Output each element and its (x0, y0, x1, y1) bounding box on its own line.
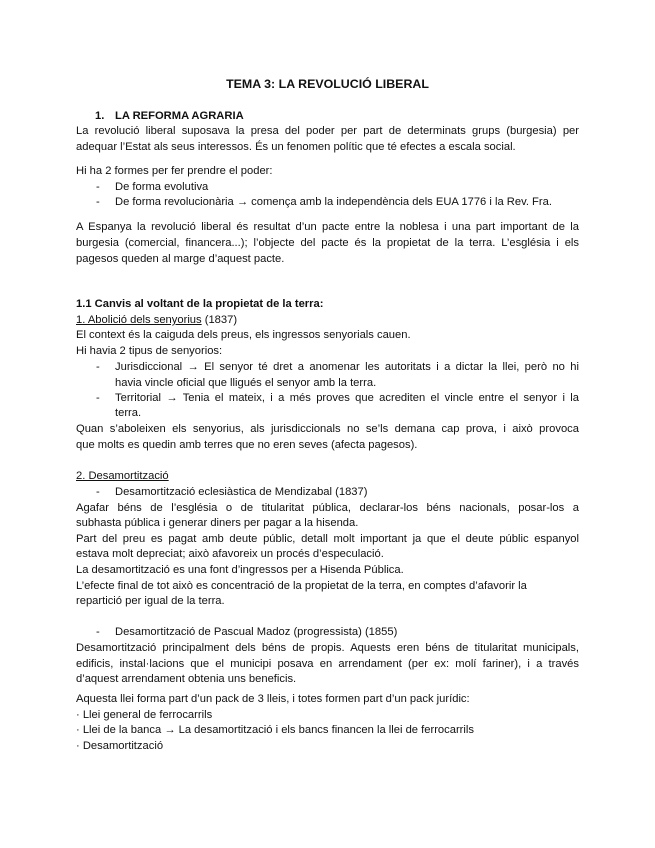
paragraph-line: La revolució liberal suposava la presa del poder per part de determinats grups (burgesia) per (76, 125, 579, 137)
paragraph-line: que molts es quedin amb terres que no eren seves (afecta pagesos). (76, 439, 418, 451)
paragraph-line: subhasta pública i generar diners per pagar a la hisenda. (76, 517, 359, 529)
subsection-title: 2. Desamortització (76, 470, 169, 482)
list-item: · Llei general de ferrocarrils (76, 709, 213, 721)
section-heading: 1. LA REFORMA AGRARIA (95, 110, 244, 122)
paragraph-line: Desamortització principalment dels béns de propis. Aquests eren béns de titularitat municipals, (76, 642, 579, 654)
subsection-title: 1. Abolició dels senyorius (1837) (76, 314, 238, 326)
paragraph-line: Hi ha 2 formes per fer prendre el poder: (76, 165, 273, 177)
page-title: TEMA 3: LA REVOLUCIÓ LIBERAL (226, 77, 429, 91)
paragraph-line: burgesia (comercial, financera...); l’objecte del pacte és la propietat de la terra. L’església i els (76, 237, 579, 249)
paragraph-line: d’aquest arrendament obtenia uns beneficis. (76, 673, 297, 685)
paragraph-line: repartició per igual de la terra. (76, 595, 225, 607)
paragraph-line: L’efecte final de tot això es concentració de la propietat de la terra, en comptes d’afavorir la (76, 580, 527, 592)
paragraph-line: El context és la caiguda dels preus, els ingressos senyorials cauen. (76, 329, 411, 341)
paragraph-line: adequar l’Estat als seus interessos. És un fenomen polític que té efectes a escala social. (76, 141, 516, 153)
paragraph-line: Quan s’aboleixen els senyorius, als jurisdiccionals no se’ls demana cap prova, i això provoca (76, 423, 579, 435)
list-item: · Llei de la banca → La desamortització i els bancs financen la llei de ferrocarrils (76, 724, 474, 736)
paragraph-line: Aquesta llei forma part d’un pack de 3 lleis, i totes formen part d’un pack jurídic: (76, 693, 470, 705)
paragraph-line: edificis, instal·lacions que el municipi posava en arrendament (per ex: molí fariner), i a través (76, 658, 579, 670)
paragraph-line: A Espanya la revolució liberal és resultat d’un pacte entre la noblesa i una part important de la (76, 221, 579, 233)
list-item: · Desamortització (76, 740, 164, 752)
paragraph-line: La desamortització es una font d’ingressos per a Hisenda Pública. (76, 564, 404, 576)
paragraph-line: Agafar béns de l’església o de titularitat pública, declarar-los béns nacionals, posar-los a (76, 502, 579, 514)
paragraph-line: pagesos queden al marge d’aquest pacte. (76, 253, 285, 265)
paragraph-line: estava molt depreciat; això afavoreix un procés d’especulació. (76, 548, 384, 560)
paragraph-line: Part del preu es pagat amb deute públic, detall molt important ja que el deute públic espanyol (76, 533, 579, 545)
paragraph-line: Hi havia 2 tipus de senyorios: (76, 345, 223, 357)
subsection-heading: 1.1 Canvis al voltant de la propietat de la terra: (76, 298, 324, 310)
